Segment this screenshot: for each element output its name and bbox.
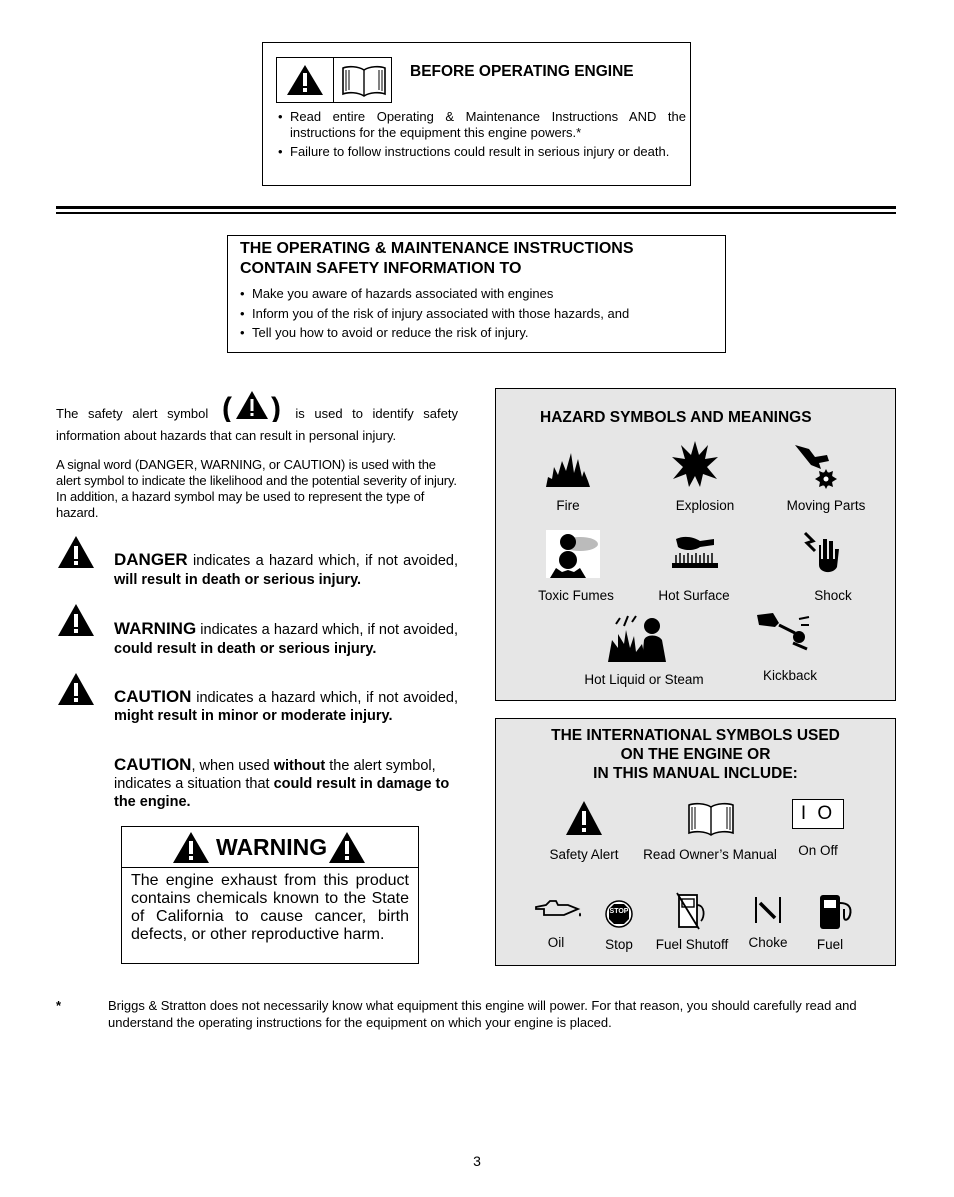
choke-label: Choke: [748, 935, 788, 950]
signal-word: CAUTION: [114, 687, 192, 706]
hot-liquid-label: Hot Liquid or Steam: [584, 672, 704, 687]
signal-word: CAUTION: [114, 755, 192, 774]
toxic-fumes-icon: [546, 530, 600, 578]
hazard-panel-title: HAZARD SYMBOLS AND MEANINGS: [540, 409, 812, 426]
warning-text: The engine exhaust from this product contains chemicals known to the State of California to cause cancer, birth defects, or other reproductive harm.: [131, 872, 409, 943]
om-instructions-box: [227, 235, 726, 353]
safety-alert-icon: [285, 63, 325, 97]
hot-surface-label: Hot Surface: [658, 588, 730, 603]
stop-label: Stop: [605, 937, 633, 952]
intro-text: is used to identify safety information about hazards that can result in personal injury.: [56, 406, 458, 443]
safety-alert-icon: [172, 831, 210, 864]
fuel-label: Fuel: [816, 937, 844, 952]
hot-surface-icon: [670, 533, 720, 573]
intl-panel-title: [496, 726, 895, 783]
fire-icon: [544, 449, 592, 489]
om-title-line1: THE OPERATING & MAINTENANCE INSTRUCTIONS: [240, 240, 634, 257]
on-off-icon: I O: [792, 799, 844, 829]
signal-text: indicates a hazard which, if not avoided,: [200, 622, 458, 638]
moving-parts-icon: [793, 443, 841, 489]
danger-definition: [114, 550, 458, 590]
explosion-label: Explosion: [675, 498, 735, 513]
list-item: • Make you aware of hazards associated with engines: [240, 284, 629, 304]
list-item: • Read entire Operating & Maintenance Instructions AND the instructions for the equipment this engine powers.*: [278, 109, 686, 140]
fuel-shutoff-label: Fuel Shutoff: [655, 937, 729, 952]
hazard-symbols-panel: [495, 388, 896, 701]
oil-label: Oil: [547, 935, 565, 950]
intl-title-line: THE INTERNATIONAL SYMBOLS USED: [551, 727, 840, 744]
page-number: 3: [473, 1153, 481, 1169]
safety-alert-label: Safety Alert: [549, 847, 619, 862]
list-item: • Tell you how to avoid or reduce the risk of injury.: [240, 323, 629, 343]
svg-text:(: (: [221, 392, 232, 422]
kickback-icon: [755, 611, 811, 651]
caution-definition: [114, 688, 458, 725]
shock-label: Shock: [814, 588, 852, 603]
om-title-line2: CONTAIN SAFETY INFORMATION TO: [240, 260, 522, 277]
warning-definition: [114, 619, 458, 659]
signal-text: without: [273, 758, 326, 774]
footnote-marker: *: [56, 998, 62, 1013]
read-manual-icon: [686, 801, 736, 837]
shock-icon: [803, 531, 843, 577]
read-manual-icon: [340, 64, 388, 98]
safety-alert-icon: [565, 800, 603, 836]
signal-text: , when used: [191, 758, 270, 774]
danger-alert-icon: [57, 535, 95, 569]
oil-icon: [534, 899, 582, 921]
hot-liquid-steam-icon: [606, 614, 668, 664]
stop-icon-text: STOP: [609, 908, 629, 915]
read-manual-label: Read Owner’s Manual: [643, 847, 777, 862]
signal-severity: will result in death or serious injury.: [114, 572, 362, 588]
california-warning-box: [121, 826, 419, 964]
choke-icon: [753, 895, 783, 925]
explosion-icon: [670, 439, 720, 489]
signal-text: the alert symbol, indicates a situation that: [114, 758, 436, 792]
signal-severity: could result in death or serious injury.: [114, 641, 377, 657]
toxic-fumes-label: Toxic Fumes: [538, 588, 614, 603]
before-operating-title: BEFORE OPERATING ENGINE: [410, 63, 634, 80]
safety-alert-icon: [328, 831, 366, 864]
caution-no-alert-definition: [114, 756, 458, 811]
om-list: [240, 284, 629, 343]
moving-parts-label: Moving Parts: [786, 498, 866, 513]
warning-header: [122, 827, 418, 868]
intl-title-line: ON THE ENGINE OR: [620, 746, 771, 763]
fuel-shutoff-icon: [675, 891, 711, 931]
before-operating-list: [278, 109, 686, 160]
fuel-icon: [818, 891, 856, 931]
caution-alert-icon: [57, 672, 95, 706]
divider-rule: [56, 206, 896, 209]
signal-text: indicates a hazard which, if not avoided,: [196, 690, 458, 706]
signal-word: WARNING: [114, 619, 197, 638]
intro-paragraph-2: A signal word (DANGER, WARNING, or CAUTION) is used with the alert symbol to indicate the likelihood and the potential severity of injury. In addition, a hazard symbol may be used to represent the type of hazard.: [56, 457, 457, 520]
svg-text:): ): [270, 392, 281, 422]
kickback-label: Kickback: [762, 668, 818, 683]
fire-label: Fire: [556, 498, 580, 513]
intl-title-line: IN THIS MANUAL INCLUDE:: [593, 765, 798, 782]
on-off-label: On Off: [798, 843, 838, 858]
footnote-text: Briggs & Stratton does not necessarily know what equipment this engine will power. For that reason, you should carefully read and understand the operating instructions for the equipment on which your engine is placed.: [108, 998, 857, 1030]
safety-alert-inline-icon: [220, 388, 284, 427]
warning-title: WARNING: [216, 834, 328, 860]
before-operating-icon-frame: [276, 57, 392, 103]
warning-alert-icon: [57, 603, 95, 637]
intro-text: The safety alert symbol: [56, 406, 209, 421]
signal-severity: might result in minor or moderate injury.: [114, 708, 393, 724]
list-item: • Inform you of the risk of injury associated with those hazards, and: [240, 304, 629, 324]
intro-paragraph-1: [56, 388, 458, 445]
signal-severity: could result in damage to the engine.: [114, 776, 450, 810]
signal-word: DANGER: [114, 550, 188, 569]
list-item: • Failure to follow instructions could result in serious injury or death.: [278, 144, 686, 160]
before-operating-box: [262, 42, 691, 186]
divider-rule: [56, 212, 896, 214]
international-symbols-panel: [495, 718, 896, 966]
signal-text: indicates a hazard which, if not avoided,: [193, 553, 458, 569]
